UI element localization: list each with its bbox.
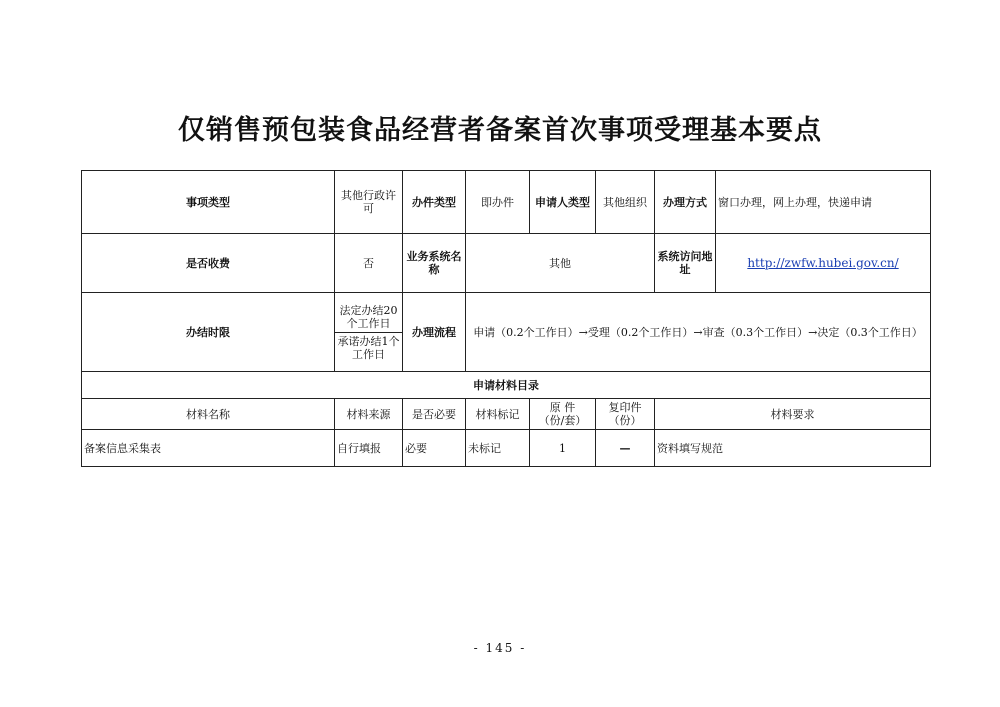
access-address-link[interactable]: http://zwfw.hubei.gov.cn/ <box>747 255 899 270</box>
row-item-type <box>82 171 931 234</box>
access-address-label: 系统访问地址 <box>655 234 716 293</box>
applicant-type-value: 其他组织 <box>596 171 655 234</box>
material-source: 自行填报 <box>335 430 403 467</box>
header-original-count: 原 件 （份/套） <box>530 399 596 430</box>
flow-value: 申请（0.2个工作日）→受理（0.2个工作日）→审查（0.3个工作日）→决定（0.3个工作日） <box>466 293 931 372</box>
system-name-label: 业务系统名称 <box>403 234 466 293</box>
materials-header-row <box>82 399 931 430</box>
requirements-table <box>81 170 931 467</box>
material-name: 备案信息采集表 <box>82 430 335 467</box>
materials-section-title: 申请材料目录 <box>82 372 931 399</box>
fee-value: 否 <box>335 234 403 293</box>
handle-type-label: 办件类型 <box>403 171 466 234</box>
document-title: 仅销售预包装食品经营者备案首次事项受理基本要点 <box>178 115 822 146</box>
row-time-limit <box>82 293 931 372</box>
promise-time-limit: 承诺办结1个工作日 <box>337 334 400 361</box>
row-fee <box>82 234 931 293</box>
item-type-label: 事项类型 <box>82 171 335 234</box>
material-original-count: 1 <box>530 430 596 467</box>
item-type-value: 其他行政许可 <box>335 171 403 234</box>
header-material-source: 材料来源 <box>335 399 403 430</box>
table-row <box>82 430 931 467</box>
handle-type-value: 即办件 <box>466 171 530 234</box>
material-copy-count: — <box>596 430 655 467</box>
header-material-name: 材料名称 <box>82 399 335 430</box>
material-requirement: 资料填写规范 <box>655 430 931 467</box>
handle-method-label: 办理方式 <box>655 171 716 234</box>
material-required: 必要 <box>403 430 466 467</box>
page-number: - 145 - <box>473 641 527 655</box>
access-address-cell <box>716 234 931 293</box>
header-required: 是否必要 <box>403 399 466 430</box>
fee-label: 是否收费 <box>82 234 335 293</box>
material-mark: 未标记 <box>466 430 530 467</box>
time-limit-values <box>335 293 403 372</box>
system-name-value: 其他 <box>466 234 655 293</box>
applicant-type-label: 申请人类型 <box>530 171 596 234</box>
header-material-mark: 材料标记 <box>466 399 530 430</box>
header-copy-count: 复印件 （份） <box>596 399 655 430</box>
header-material-requirement: 材料要求 <box>655 399 931 430</box>
handle-method-value: 窗口办理，网上办理，快递申请 <box>716 171 931 234</box>
flow-label: 办理流程 <box>403 293 466 372</box>
materials-section-row <box>82 372 931 399</box>
time-limit-label: 办结时限 <box>82 293 335 372</box>
legal-time-limit: 法定办结20个工作日 <box>335 302 402 333</box>
